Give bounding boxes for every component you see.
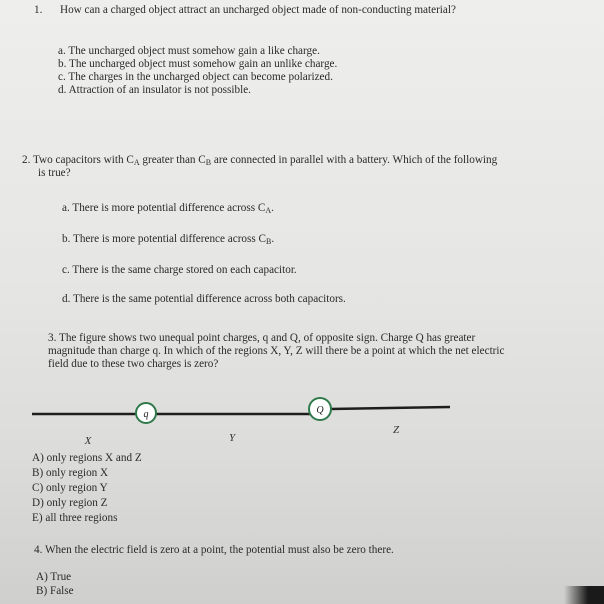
figure-line-right xyxy=(330,407,450,409)
q2-option-d: d. There is the same potential difference across both capacitors. xyxy=(62,293,346,305)
q3-text-line2: magnitude than charge q. In which of the regions X, Y, Z will there be a point at which the net electric xyxy=(48,345,505,357)
q2-text-line2: is true? xyxy=(38,167,71,179)
q3-option-b: B) only region X xyxy=(32,467,109,479)
charge-q-label: q xyxy=(143,409,149,420)
q1-text: How can a charged object attract an uncharged object made of non-conducting material? xyxy=(60,4,456,16)
q3-option-a: A) only regions X and Z xyxy=(32,452,142,464)
q3-text-line1: 3. The figure shows two unequal point charges, q and Q, of opposite sign. Charge Q has greater xyxy=(48,332,476,344)
q1-number: 1. xyxy=(34,4,43,16)
q4-text: 4. When the electric field is zero at a point, the potential must also be zero there. xyxy=(34,544,394,556)
region-y-label: Y xyxy=(228,432,236,444)
q3-option-d: D) only region Z xyxy=(32,497,108,509)
q2-option-c: c. There is the same charge stored on each capacitor. xyxy=(62,264,297,276)
q3-text-line3: field due to these two charges is zero? xyxy=(48,358,219,370)
q1-option-c: c. The charges in the uncharged object can become polarized. xyxy=(58,71,333,83)
q3-option-c: C) only region Y xyxy=(32,482,108,494)
q4-option-a: A) True xyxy=(36,571,72,583)
region-x-label: X xyxy=(84,435,92,447)
q4-option-b: B) False xyxy=(36,585,74,597)
photo-dark-corner xyxy=(564,586,604,604)
region-z-label: Z xyxy=(392,424,400,436)
q3-option-e: E) all three regions xyxy=(32,512,118,524)
q2-option-a: a. There is more potential difference across $C_A$. xyxy=(62,202,274,215)
q1-option-b: b. The uncharged object must somehow gain an unlike charge. xyxy=(58,58,338,70)
q2-option-b: b. There is more potential difference across $C_B$. xyxy=(62,233,275,246)
charge-Q-label: Q xyxy=(316,405,324,416)
q1-option-a: a. The uncharged object must somehow gain a like charge. xyxy=(58,45,320,57)
q2-text-line1: 2. Two capacitors with $C_A$ greater than $C_B$ are connected in parallel with a battery. Which of the following xyxy=(22,154,498,167)
q1-option-d: d. Attraction of an insulator is not possible. xyxy=(58,84,251,96)
